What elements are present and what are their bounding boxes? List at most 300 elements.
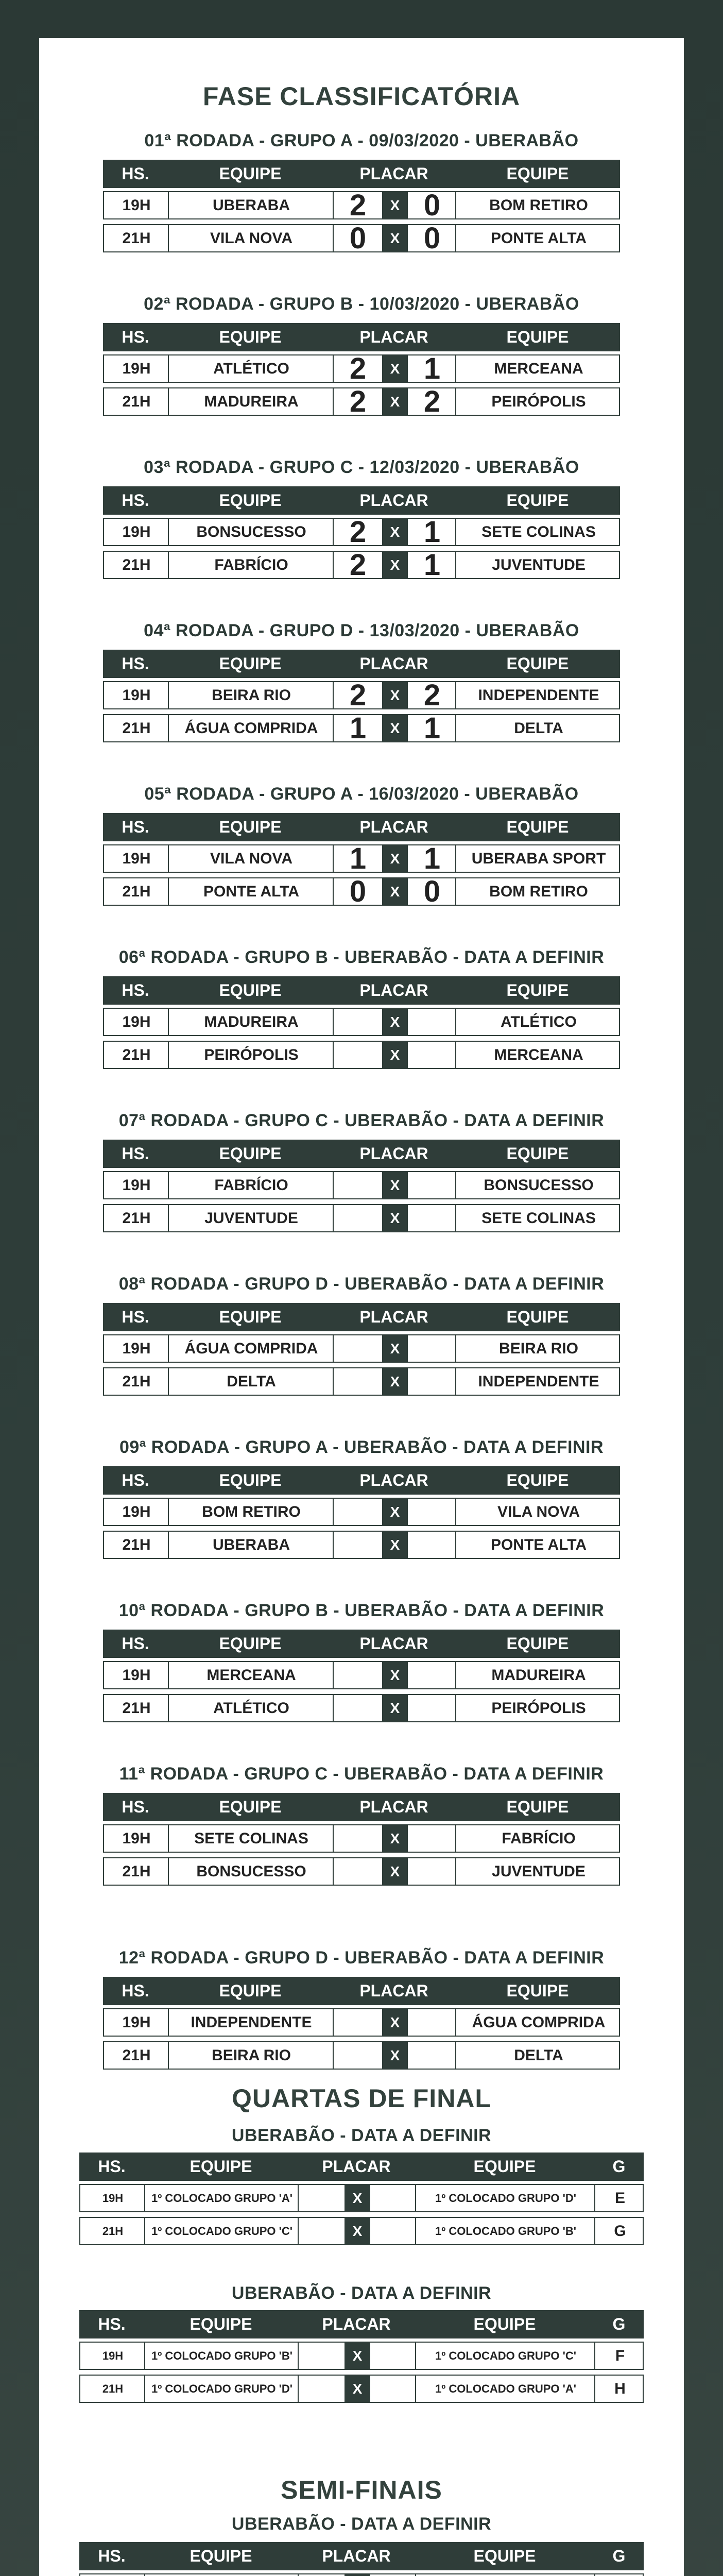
match-time: 19H xyxy=(122,1340,151,1357)
header-hs: HS. xyxy=(122,328,149,346)
match-row xyxy=(103,711,620,745)
match-row xyxy=(103,1694,620,1722)
header-score: PLACAR xyxy=(359,1144,428,1163)
away-team: INDEPENDENTE xyxy=(478,687,599,704)
match-row xyxy=(103,2008,620,2037)
semi-subtitle: UBERABÃO - DATA A DEFINIR xyxy=(231,2514,492,2534)
table-header xyxy=(103,323,620,351)
away-score: 1 xyxy=(423,515,441,549)
home-team: BEIRA RIO xyxy=(212,2047,291,2064)
away-team: INDEPENDENTE xyxy=(478,1373,599,1390)
match-row xyxy=(103,515,620,549)
home-team: PEIRÓPOLIS xyxy=(204,1046,299,1063)
away-score xyxy=(408,1009,456,1035)
match-row xyxy=(103,1334,620,1363)
header-hs: HS. xyxy=(122,1308,149,1326)
versus-marker: X xyxy=(382,192,408,218)
home-score xyxy=(334,2042,382,2069)
match-row xyxy=(103,1661,620,1689)
match-row xyxy=(103,844,620,873)
away-score xyxy=(408,1205,456,1231)
header-score: PLACAR xyxy=(359,1981,428,2000)
away-team: 1º COLOCADO GRUPO 'C' xyxy=(435,2349,576,2362)
versus-marker: X xyxy=(382,1335,408,1362)
match-time: 19H xyxy=(122,1503,151,1520)
header-team-home: EQUIPE xyxy=(219,1798,282,1816)
round-title: 06ª RODADA - GRUPO B - UBERABÃO - DATA A DEFINIR xyxy=(118,947,605,967)
match-time: 21H xyxy=(122,1863,151,1880)
header-team-away: EQUIPE xyxy=(506,981,569,999)
away-score xyxy=(408,1499,456,1525)
header-score: PLACAR xyxy=(359,654,428,673)
home-score xyxy=(334,1205,382,1231)
quarter-subtitle: UBERABÃO - DATA A DEFINIR xyxy=(231,2283,492,2303)
header-team-away: EQUIPE xyxy=(473,2157,536,2176)
away-score: 1 xyxy=(423,842,441,875)
header-score: PLACAR xyxy=(322,2157,391,2176)
match-row xyxy=(103,548,620,582)
away-team: JUVENTUDE xyxy=(492,556,586,573)
home-score xyxy=(299,2376,345,2402)
match-table xyxy=(103,650,620,744)
home-team: PONTE ALTA xyxy=(203,883,300,900)
home-team: BONSUCESSO xyxy=(196,1863,306,1880)
home-team: UBERABA xyxy=(213,1536,290,1553)
home-score xyxy=(334,1532,382,1558)
away-team: MERCEANA xyxy=(494,1046,583,1063)
match-row xyxy=(103,1204,620,1232)
match-row xyxy=(103,1171,620,1199)
header-team-away: EQUIPE xyxy=(506,1144,569,1163)
match-row xyxy=(79,2342,644,2370)
table-header xyxy=(103,1793,620,1821)
home-team: UBERABA xyxy=(213,197,290,214)
match-row xyxy=(79,2217,644,2245)
versus-marker: X xyxy=(382,1205,408,1231)
round-title: 07ª RODADA - GRUPO C - UBERABÃO - DATA A DEFINIR xyxy=(118,1111,605,1130)
header-hs: HS. xyxy=(122,491,149,510)
header-hs: HS. xyxy=(122,981,149,999)
versus-marker: X xyxy=(382,1825,408,1852)
round-title: 03ª RODADA - GRUPO C - 12/03/2020 - UBERABÃO xyxy=(144,457,579,477)
home-score xyxy=(334,1695,382,1721)
home-score xyxy=(334,1825,382,1852)
header-hs: HS. xyxy=(98,2547,126,2565)
header-team-home: EQUIPE xyxy=(219,328,282,346)
away-score: 2 xyxy=(423,385,441,418)
away-score xyxy=(408,1042,456,1068)
match-row xyxy=(103,1008,620,1036)
match-table xyxy=(103,813,620,907)
away-team: ÁGUA COMPRIDA xyxy=(472,2014,606,2031)
away-team: PONTE ALTA xyxy=(490,230,587,247)
home-score xyxy=(299,2185,345,2211)
home-team: SETE COLINAS xyxy=(194,1830,308,1847)
header-g: G xyxy=(612,2547,626,2565)
home-team: FABRÍCIO xyxy=(214,556,288,573)
home-score xyxy=(334,1662,382,1688)
match-time: 19H xyxy=(122,850,151,867)
match-row xyxy=(103,189,620,222)
header-score: PLACAR xyxy=(322,2547,391,2565)
semifinals-title: SEMI-FINAIS xyxy=(281,2476,442,2504)
header-score: PLACAR xyxy=(359,164,428,183)
match-table xyxy=(103,1630,620,1724)
away-team: JUVENTUDE xyxy=(492,1863,586,1880)
home-team: ATLÉTICO xyxy=(213,1700,289,1717)
header-team-away: EQUIPE xyxy=(506,491,569,510)
round-title: 05ª RODADA - GRUPO A - 16/03/2020 - UBERABÃO xyxy=(144,784,579,804)
home-team: ÁGUA COMPRIDA xyxy=(184,1340,318,1357)
header-score: PLACAR xyxy=(359,1308,428,1326)
header-score: PLACAR xyxy=(322,2315,391,2333)
header-team-home: EQUIPE xyxy=(190,2157,252,2176)
home-score xyxy=(334,1858,382,1885)
away-team: BONSUCESSO xyxy=(484,1177,594,1194)
away-score: 1 xyxy=(423,548,441,582)
header-hs: HS. xyxy=(122,1144,149,1163)
header-score: PLACAR xyxy=(359,1471,428,1489)
header-score: PLACAR xyxy=(359,981,428,999)
home-team: ÁGUA COMPRIDA xyxy=(184,720,318,737)
header-hs: HS. xyxy=(122,818,149,836)
header-team-away: EQUIPE xyxy=(473,2315,536,2333)
header-team-away: EQUIPE xyxy=(506,1308,569,1326)
away-score xyxy=(408,1172,456,1198)
round-title: 02ª RODADA - GRUPO B - 10/03/2020 - UBERABÃO xyxy=(144,294,579,314)
match-table xyxy=(103,323,620,417)
match-row xyxy=(79,2375,644,2403)
header-g: G xyxy=(612,2157,626,2176)
header-score: PLACAR xyxy=(359,1798,428,1816)
quarterfinals-title: QUARTAS DE FINAL xyxy=(232,2084,491,2113)
round-title: 10ª RODADA - GRUPO B - UBERABÃO - DATA A DEFINIR xyxy=(118,1601,605,1620)
versus-marker: X xyxy=(382,1009,408,1035)
versus-marker: X xyxy=(382,355,408,382)
home-team: 1º COLOCADO GRUPO 'C' xyxy=(151,2225,292,2238)
away-team: DELTA xyxy=(514,2047,563,2064)
away-team: VILA NOVA xyxy=(497,1503,580,1520)
away-score xyxy=(370,2376,416,2402)
away-team: 1º COLOCADO GRUPO 'D' xyxy=(435,2192,576,2205)
match-time: 19H xyxy=(102,2349,124,2362)
versus-marker: X xyxy=(382,1662,408,1688)
away-score xyxy=(370,2218,416,2244)
header-team-home: EQUIPE xyxy=(219,164,282,183)
header-team-home: EQUIPE xyxy=(219,818,282,836)
match-table xyxy=(79,2542,644,2576)
round-title: 12ª RODADA - GRUPO D - UBERABÃO - DATA A DEFINIR xyxy=(118,1948,605,1968)
away-team: ATLÉTICO xyxy=(501,1013,577,1030)
away-team: UBERABA SPORT xyxy=(471,850,606,867)
match-row xyxy=(103,1531,620,1559)
home-score xyxy=(334,1335,382,1362)
round-title: 09ª RODADA - GRUPO A - UBERABÃO - DATA A DEFINIR xyxy=(119,1437,604,1457)
home-team: 1º COLOCADO GRUPO 'D' xyxy=(151,2382,292,2395)
match-table xyxy=(103,976,620,1071)
table-header xyxy=(103,1303,620,1331)
match-table xyxy=(103,1466,620,1561)
home-team: ATLÉTICO xyxy=(213,360,289,377)
table-header xyxy=(103,1466,620,1495)
home-score xyxy=(334,1009,382,1035)
match-time: 19H xyxy=(122,1013,151,1030)
table-header xyxy=(79,2542,644,2570)
header-hs: HS. xyxy=(122,1981,149,2000)
versus-marker: X xyxy=(382,1532,408,1558)
match-table xyxy=(103,1140,620,1234)
header-team-home: EQUIPE xyxy=(219,1308,282,1326)
away-score: 0 xyxy=(423,875,441,908)
header-team-away: EQUIPE xyxy=(473,2547,536,2565)
header-team-home: EQUIPE xyxy=(219,1981,282,2000)
versus-marker: X xyxy=(382,1172,408,1198)
match-row xyxy=(79,2184,644,2212)
match-table xyxy=(103,1793,620,1887)
versus-marker: X xyxy=(345,2218,370,2244)
home-score xyxy=(334,2009,382,2036)
home-score: 2 xyxy=(349,189,367,222)
match-table xyxy=(79,2153,644,2247)
match-time: 21H xyxy=(122,1536,151,1553)
away-score: 0 xyxy=(423,222,441,255)
match-time: 19H xyxy=(122,2014,151,2031)
header-team-home: EQUIPE xyxy=(190,2315,252,2333)
header-score: PLACAR xyxy=(359,328,428,346)
away-score xyxy=(408,2042,456,2069)
round-title: 01ª RODADA - GRUPO A - 09/03/2020 - UBERABÃO xyxy=(144,131,579,150)
versus-marker: X xyxy=(382,388,408,415)
group-letter: F xyxy=(615,2347,625,2364)
table-header xyxy=(79,2310,644,2338)
match-time: 21H xyxy=(122,230,151,247)
home-score xyxy=(334,1499,382,1525)
home-team: VILA NOVA xyxy=(210,850,292,867)
group-stage-title: FASE CLASSIFICATÓRIA xyxy=(202,82,521,111)
home-score xyxy=(334,1042,382,1068)
versus-marker: X xyxy=(382,552,408,578)
match-time: 21H xyxy=(122,393,151,410)
match-row xyxy=(103,387,620,416)
header-g: G xyxy=(612,2315,626,2333)
match-row xyxy=(103,354,620,383)
header-score: PLACAR xyxy=(359,491,428,510)
versus-marker: X xyxy=(345,2376,370,2402)
header-team-home: EQUIPE xyxy=(219,1634,282,1653)
match-row xyxy=(103,1857,620,1886)
away-score xyxy=(408,1858,456,1885)
match-time: 21H xyxy=(122,556,151,573)
away-team: PEIRÓPOLIS xyxy=(491,393,586,410)
match-table xyxy=(103,486,620,581)
versus-marker: X xyxy=(382,682,408,708)
schedule-panel xyxy=(39,38,684,2576)
versus-marker: X xyxy=(382,715,408,741)
header-hs: HS. xyxy=(122,1798,149,1816)
match-time: 21H xyxy=(122,2047,151,2064)
table-header xyxy=(103,1140,620,1168)
table-header xyxy=(103,486,620,515)
header-team-home: EQUIPE xyxy=(219,981,282,999)
away-team: PONTE ALTA xyxy=(490,1536,587,1553)
match-row xyxy=(103,1498,620,1526)
away-score xyxy=(370,2185,416,2211)
versus-marker: X xyxy=(382,1858,408,1885)
round-title: 08ª RODADA - GRUPO D - UBERABÃO - DATA A DEFINIR xyxy=(118,1274,605,1294)
home-team: BOM RETIRO xyxy=(202,1503,301,1520)
match-time: 19H xyxy=(102,2192,124,2205)
away-score: 1 xyxy=(423,711,441,745)
away-team: MADUREIRA xyxy=(491,1667,586,1684)
home-team: MADUREIRA xyxy=(204,393,299,410)
match-row xyxy=(103,1367,620,1396)
versus-marker: X xyxy=(382,1368,408,1395)
group-letter: G xyxy=(614,2223,626,2240)
versus-marker: X xyxy=(345,2343,370,2369)
match-time: 21H xyxy=(122,1210,151,1227)
home-team: DELTA xyxy=(227,1373,276,1390)
header-hs: HS. xyxy=(122,164,149,183)
home-team: FABRÍCIO xyxy=(214,1177,288,1194)
home-team: VILA NOVA xyxy=(210,230,292,247)
match-time: 21H xyxy=(102,2382,124,2395)
home-score: 1 xyxy=(349,711,367,745)
header-team-away: EQUIPE xyxy=(506,818,569,836)
header-team-home: EQUIPE xyxy=(219,491,282,510)
home-score: 0 xyxy=(349,875,367,908)
table-header xyxy=(79,2153,644,2181)
match-row xyxy=(103,222,620,255)
home-score: 2 xyxy=(349,385,367,418)
match-time: 21H xyxy=(122,883,151,900)
header-hs: HS. xyxy=(122,1634,149,1653)
header-score: PLACAR xyxy=(359,1634,428,1653)
table-header xyxy=(103,1977,620,2005)
home-team: 1º COLOCADO GRUPO 'A' xyxy=(151,2192,292,2205)
match-table xyxy=(79,2310,644,2404)
versus-marker: X xyxy=(382,1042,408,1068)
table-header xyxy=(103,160,620,188)
versus-marker: X xyxy=(345,2185,370,2211)
away-team: DELTA xyxy=(514,720,563,737)
away-team: SETE COLINAS xyxy=(481,523,596,540)
header-hs: HS. xyxy=(98,2315,126,2333)
away-score xyxy=(408,1335,456,1362)
away-team: MERCEANA xyxy=(494,360,583,377)
group-letter: E xyxy=(614,2190,625,2207)
home-score: 2 xyxy=(349,548,367,582)
versus-marker: X xyxy=(382,1499,408,1525)
quarter-subtitle: UBERABÃO - DATA A DEFINIR xyxy=(231,2126,492,2145)
header-team-home: EQUIPE xyxy=(219,1144,282,1163)
table-header xyxy=(103,813,620,841)
home-team: JUVENTUDE xyxy=(204,1210,298,1227)
round-title: 04ª RODADA - GRUPO D - 13/03/2020 - UBERABÃO xyxy=(144,621,579,640)
versus-marker: X xyxy=(382,845,408,872)
match-time: 19H xyxy=(122,523,151,540)
header-hs: HS. xyxy=(122,1471,149,1489)
round-title: 11ª RODADA - GRUPO C - UBERABÃO - DATA A DEFINIR xyxy=(119,1764,604,1784)
table-header xyxy=(103,1630,620,1658)
away-team: PEIRÓPOLIS xyxy=(491,1700,586,1717)
home-score xyxy=(299,2343,345,2369)
home-score xyxy=(299,2218,345,2244)
home-team: INDEPENDENTE xyxy=(191,2014,312,2031)
match-time: 19H xyxy=(122,1667,151,1684)
header-team-away: EQUIPE xyxy=(506,328,569,346)
match-time: 21H xyxy=(122,720,151,737)
match-time: 19H xyxy=(122,197,151,214)
away-team: BOM RETIRO xyxy=(489,883,588,900)
table-header xyxy=(103,976,620,1005)
away-team: BOM RETIRO xyxy=(489,197,588,214)
versus-marker: X xyxy=(382,1695,408,1721)
home-team: MADUREIRA xyxy=(204,1013,299,1030)
home-team: BEIRA RIO xyxy=(212,687,291,704)
away-score xyxy=(408,1825,456,1852)
match-row xyxy=(79,2573,644,2576)
home-score xyxy=(334,1172,382,1198)
away-score xyxy=(370,2343,416,2369)
away-team: SETE COLINAS xyxy=(481,1210,596,1227)
home-score xyxy=(334,1368,382,1395)
away-score xyxy=(408,1662,456,1688)
match-time: 21H xyxy=(122,1700,151,1717)
match-table xyxy=(103,1303,620,1397)
versus-marker: X xyxy=(382,225,408,251)
home-team: MERCEANA xyxy=(206,1667,296,1684)
header-team-away: EQUIPE xyxy=(506,654,569,673)
match-row xyxy=(103,1041,620,1069)
match-time: 19H xyxy=(122,360,151,377)
home-team: BONSUCESSO xyxy=(196,523,306,540)
away-team: 1º COLOCADO GRUPO 'A' xyxy=(435,2382,576,2395)
header-hs: HS. xyxy=(122,654,149,673)
header-score: PLACAR xyxy=(359,818,428,836)
match-row xyxy=(103,679,620,712)
away-score xyxy=(408,1368,456,1395)
home-score: 2 xyxy=(349,352,367,385)
away-score xyxy=(408,2009,456,2036)
versus-marker: X xyxy=(382,878,408,905)
header-team-away: EQUIPE xyxy=(506,1634,569,1653)
match-time: 19H xyxy=(122,687,151,704)
away-score: 1 xyxy=(423,352,441,385)
away-score xyxy=(408,1532,456,1558)
match-time: 21H xyxy=(122,1046,151,1063)
versus-marker: X xyxy=(382,2009,408,2036)
header-team-away: EQUIPE xyxy=(506,1798,569,1816)
home-score: 2 xyxy=(349,679,367,712)
match-time: 21H xyxy=(122,1373,151,1390)
away-score xyxy=(408,1695,456,1721)
header-team-away: EQUIPE xyxy=(506,1981,569,2000)
header-team-home: EQUIPE xyxy=(219,654,282,673)
away-team: 1º COLOCADO GRUPO 'B' xyxy=(435,2225,576,2238)
away-team: BEIRA RIO xyxy=(499,1340,578,1357)
match-time: 19H xyxy=(122,1177,151,1194)
versus-marker: X xyxy=(382,519,408,545)
header-team-home: EQUIPE xyxy=(190,2547,252,2565)
match-table xyxy=(103,1977,620,2071)
home-score: 0 xyxy=(349,222,367,255)
header-team-away: EQUIPE xyxy=(506,164,569,183)
home-score: 2 xyxy=(349,515,367,549)
away-score: 2 xyxy=(423,679,441,712)
header-team-away: EQUIPE xyxy=(506,1471,569,1489)
match-time: 21H xyxy=(102,2225,124,2238)
match-row xyxy=(103,2041,620,2070)
